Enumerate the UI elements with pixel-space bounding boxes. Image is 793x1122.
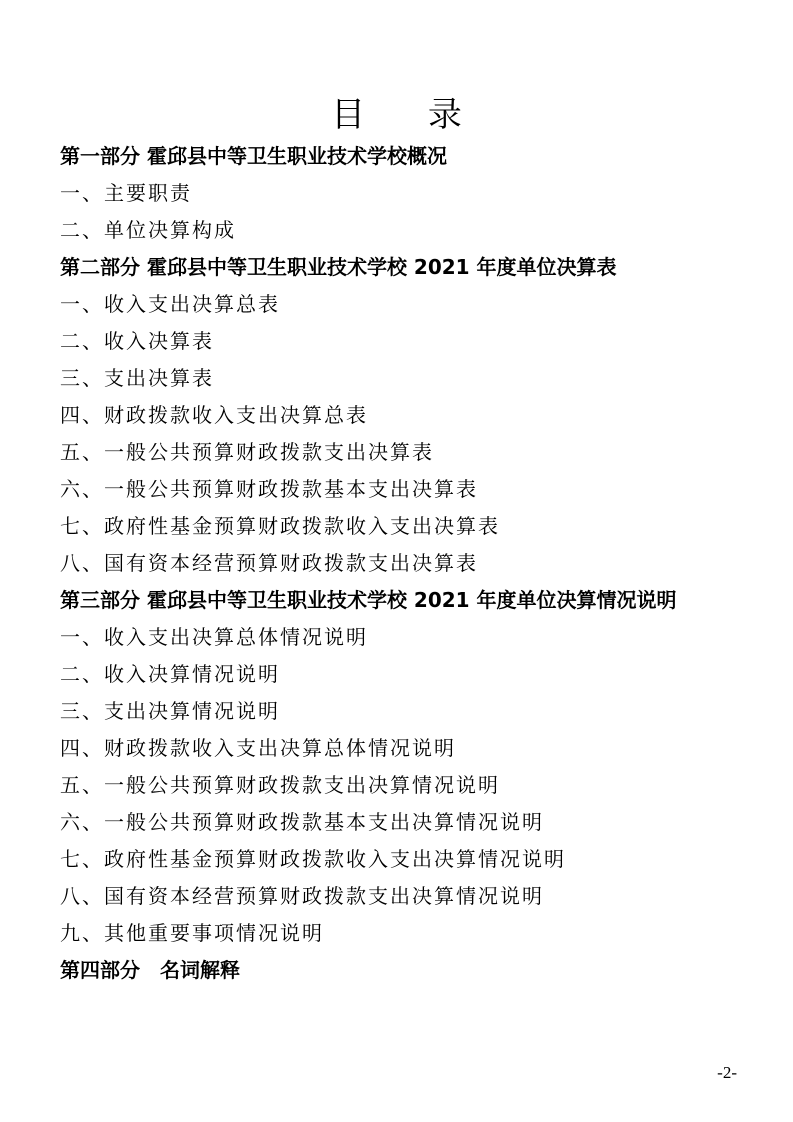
toc-part-3[interactable]: 第三部分 霍邱县中等卫生职业技术学校 2021 年度单位决算情况说明 xyxy=(60,588,677,612)
toc-part-1[interactable]: 第一部分 霍邱县中等卫生职业技术学校概况 xyxy=(60,144,447,168)
toc-item[interactable]: 三、支出决算情况说明 xyxy=(60,699,280,723)
toc-part-4[interactable]: 第四部分 名词解释 xyxy=(60,958,240,982)
toc-item[interactable]: 六、一般公共预算财政拨款基本支出决算表 xyxy=(60,477,478,501)
toc-item[interactable]: 七、政府性基金预算财政拨款收入支出决算情况说明 xyxy=(60,847,566,871)
toc-item[interactable]: 二、收入决算情况说明 xyxy=(60,662,280,686)
toc-item[interactable]: 八、国有资本经营预算财政拨款支出决算情况说明 xyxy=(60,884,544,908)
toc-item[interactable]: 一、主要职责 xyxy=(60,181,192,205)
toc-item[interactable]: 五、一般公共预算财政拨款支出决算情况说明 xyxy=(60,773,500,797)
toc-item[interactable]: 一、收入支出决算总体情况说明 xyxy=(60,625,368,649)
toc-item[interactable]: 四、财政拨款收入支出决算总表 xyxy=(60,403,368,427)
toc-item[interactable]: 七、政府性基金预算财政拨款收入支出决算表 xyxy=(60,514,500,538)
table-of-contents xyxy=(60,138,750,989)
toc-item[interactable]: 五、一般公共预算财政拨款支出决算表 xyxy=(60,440,434,464)
toc-item[interactable]: 一、收入支出决算总表 xyxy=(60,292,280,316)
toc-item[interactable]: 二、单位决算构成 xyxy=(60,218,236,242)
toc-item[interactable]: 九、其他重要事项情况说明 xyxy=(60,921,324,945)
toc-item[interactable]: 三、支出决算表 xyxy=(60,366,214,390)
toc-item[interactable]: 二、收入决算表 xyxy=(60,329,214,353)
toc-item[interactable]: 八、国有资本经营预算财政拨款支出决算表 xyxy=(60,551,478,575)
toc-part-2[interactable]: 第二部分 霍邱县中等卫生职业技术学校 2021 年度单位决算表 xyxy=(60,255,617,279)
toc-item[interactable]: 六、一般公共预算财政拨款基本支出决算情况说明 xyxy=(60,810,544,834)
toc-title: 目 录 xyxy=(331,95,488,135)
toc-item[interactable]: 四、财政拨款收入支出决算总体情况说明 xyxy=(60,736,456,760)
page-number: -2- xyxy=(717,1063,737,1082)
